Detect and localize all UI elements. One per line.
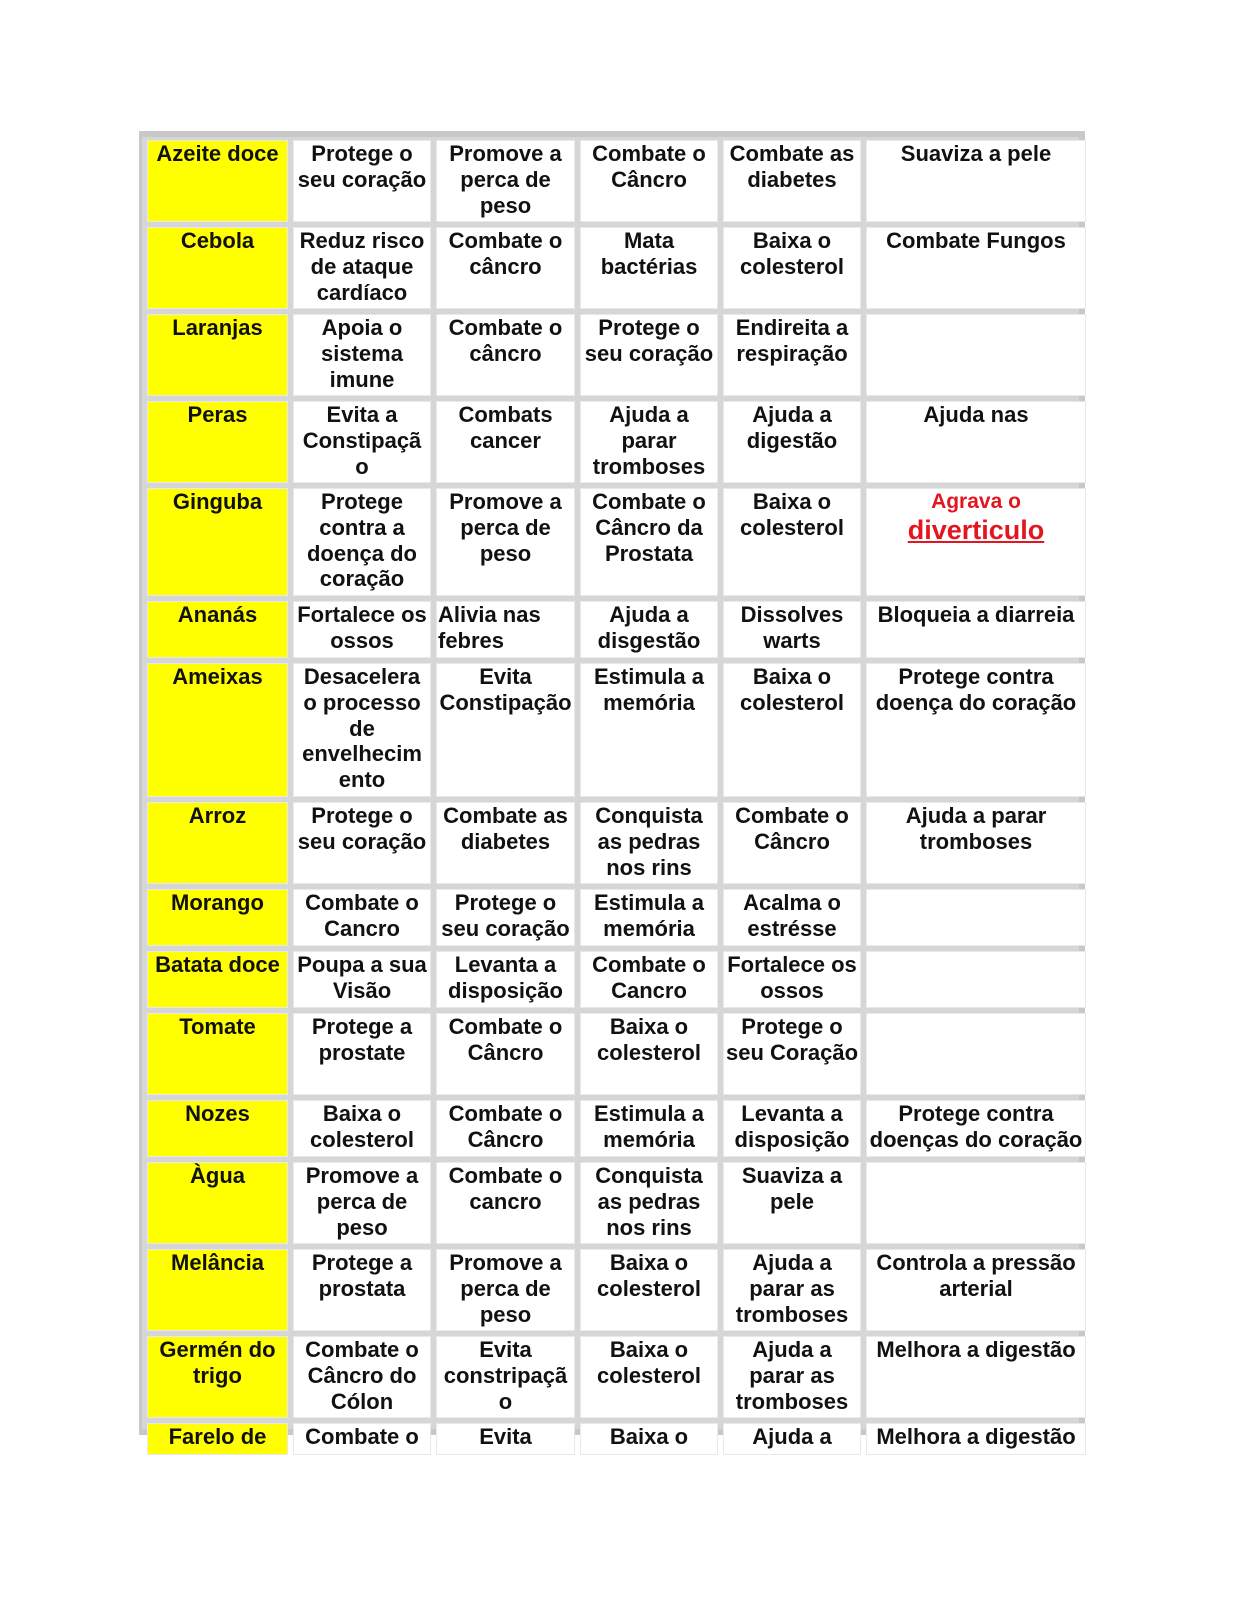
benefit-cell: Ajuda a disgestão <box>580 601 718 658</box>
benefit-cell <box>866 1162 1086 1244</box>
table-row <box>147 1013 1086 1095</box>
benefit-cell: Ajuda a parar as tromboses <box>723 1336 861 1418</box>
table-row <box>147 802 1086 884</box>
benefit-cell: Controla a pressão arterial <box>866 1249 1086 1331</box>
benefit-cell: Levanta a disposição <box>723 1100 861 1157</box>
benefit-cell: Evita constripaçã o <box>436 1336 575 1418</box>
benefit-cell: Combate o cancro <box>436 1162 575 1244</box>
benefit-cell: Evita Constipação <box>436 663 575 797</box>
benefit-cell: Evita a Constipaçã o <box>293 401 431 483</box>
table-row <box>147 951 1086 1008</box>
benefit-cell: Protege contra a doença do coração <box>293 488 431 596</box>
benefit-cell: Ajuda a parar as tromboses <box>723 1249 861 1331</box>
benefit-cell: Melhora a digestão <box>866 1423 1086 1455</box>
warning-link[interactable]: diverticulo <box>907 514 1045 545</box>
benefit-cell: Protege a prostata <box>293 1249 431 1331</box>
benefit-cell: Melhora a digestão <box>866 1336 1086 1418</box>
benefit-cell: Alivia nas febres <box>436 601 575 658</box>
benefit-cell: Levanta a disposição <box>436 951 575 1008</box>
benefit-cell: Combats cancer <box>436 401 575 483</box>
food-name-cell: Farelo de <box>147 1423 288 1455</box>
benefit-cell: Baixa o colesterol <box>580 1249 718 1331</box>
food-name-cell: Àgua <box>147 1162 288 1244</box>
food-name-cell: Arroz <box>147 802 288 884</box>
food-name-cell: Azeite doce <box>147 140 288 222</box>
benefit-cell: Ajuda a parar tromboses <box>580 401 718 483</box>
benefit-cell: Baixa o colesterol <box>723 488 861 596</box>
table-row <box>147 1249 1086 1331</box>
benefits-table-body <box>147 140 1086 1455</box>
table-row <box>147 889 1086 946</box>
benefit-cell: Apoia o sistema imune <box>293 314 431 396</box>
benefit-cell: Combate o Câncro <box>723 802 861 884</box>
benefit-cell: Baixa o colesterol <box>723 663 861 797</box>
benefit-cell: Bloqueia a diarreia <box>866 601 1086 658</box>
benefit-cell: Combate Fungos <box>866 227 1086 309</box>
benefit-cell: Combate o Cancro <box>293 889 431 946</box>
benefit-cell: Suaviza a pele <box>723 1162 861 1244</box>
food-name-cell: Morango <box>147 889 288 946</box>
table-row <box>147 1423 1086 1455</box>
benefit-cell: Baixa o colesterol <box>293 1100 431 1157</box>
benefit-cell: Suaviza a pele <box>866 140 1086 222</box>
benefit-cell: Mata bactérias <box>580 227 718 309</box>
food-name-cell: Peras <box>147 401 288 483</box>
benefit-cell: Combate o Câncro <box>436 1013 575 1095</box>
food-name-cell: Ananás <box>147 601 288 658</box>
benefits-table-frame <box>139 131 1085 1449</box>
benefit-cell: Baixa o colesterol <box>723 227 861 309</box>
table-row <box>147 1100 1086 1157</box>
benefit-cell: Ajuda a digestão <box>723 401 861 483</box>
benefit-cell: Combate o Câncro da Prostata <box>580 488 718 596</box>
food-name-cell: Melância <box>147 1249 288 1331</box>
food-name-cell: Laranjas <box>147 314 288 396</box>
benefit-cell: Baixa o colesterol <box>580 1013 718 1095</box>
benefit-cell: Promove a perca de peso <box>436 140 575 222</box>
table-row <box>147 140 1086 222</box>
food-name-cell: Cebola <box>147 227 288 309</box>
benefit-cell: Conquista as pedras nos rins <box>580 1162 718 1244</box>
benefit-cell: Combate o câncro <box>436 314 575 396</box>
benefit-cell: Protege o seu Coração <box>723 1013 861 1095</box>
benefit-cell: Endireita a respiração <box>723 314 861 396</box>
benefit-cell: Desacelera o processo de envelhecim ento <box>293 663 431 797</box>
food-name-cell: Nozes <box>147 1100 288 1157</box>
table-row <box>147 488 1086 596</box>
table-row <box>147 401 1086 483</box>
benefit-cell: Protege o seu coração <box>293 140 431 222</box>
food-name-cell: Ginguba <box>147 488 288 596</box>
table-row <box>147 314 1086 396</box>
warning-text: Agrava o <box>931 490 1021 513</box>
benefit-cell: Baixa o colesterol <box>580 1336 718 1418</box>
table-row <box>147 663 1086 797</box>
benefit-cell: Combate o câncro <box>436 227 575 309</box>
benefit-cell: Ajuda a parar tromboses <box>866 802 1086 884</box>
benefit-cell: Conquista as pedras nos rins <box>580 802 718 884</box>
benefit-cell <box>866 314 1086 396</box>
table-row <box>147 1162 1086 1244</box>
benefit-cell: Fortalece os ossos <box>293 601 431 658</box>
benefit-cell: Estimula a memória <box>580 663 718 797</box>
benefit-cell: Ajuda a <box>723 1423 861 1455</box>
benefit-cell: Reduz risco de ataque cardíaco <box>293 227 431 309</box>
table-row <box>147 227 1086 309</box>
benefit-cell: Baixa o <box>580 1423 718 1455</box>
benefit-cell: Protege o seu coração <box>293 802 431 884</box>
benefit-cell: Fortalece os ossos <box>723 951 861 1008</box>
benefit-cell: Protege contra doença do coração <box>866 663 1086 797</box>
benefit-cell: Combate o Câncro <box>580 140 718 222</box>
benefit-cell: Protege contra doenças do coração <box>866 1100 1086 1157</box>
benefit-cell: Poupa a sua Visão <box>293 951 431 1008</box>
benefit-cell: Combate o <box>293 1423 431 1455</box>
benefit-cell <box>866 1013 1086 1095</box>
benefits-table-inner <box>142 137 1083 1449</box>
benefit-cell: Combate o Câncro <box>436 1100 575 1157</box>
food-name-cell: Batata doce <box>147 951 288 1008</box>
benefit-cell: Combate o Cancro <box>580 951 718 1008</box>
benefit-cell: Combate as diabetes <box>723 140 861 222</box>
benefit-cell: Promove a perca de peso <box>436 1249 575 1331</box>
food-name-cell: Ameixas <box>147 663 288 797</box>
benefit-cell: Promove a perca de peso <box>436 488 575 596</box>
benefit-cell <box>866 889 1086 946</box>
benefit-cell: Combate o Câncro do Cólon <box>293 1336 431 1418</box>
benefit-cell: Combate as diabetes <box>436 802 575 884</box>
benefit-cell: Estimula a memória <box>580 889 718 946</box>
benefit-cell: Protege o seu coração <box>436 889 575 946</box>
benefit-cell: Dissolves warts <box>723 601 861 658</box>
food-name-cell: Tomate <box>147 1013 288 1095</box>
table-row <box>147 1336 1086 1418</box>
benefits-table <box>142 135 1091 1460</box>
benefit-cell: Ajuda nas <box>866 401 1086 483</box>
benefit-cell <box>866 951 1086 1008</box>
benefit-cell: Promove a perca de peso <box>293 1162 431 1244</box>
table-row <box>147 601 1086 658</box>
benefit-cell: Protege o seu coração <box>580 314 718 396</box>
warning-cell <box>866 488 1086 596</box>
benefit-cell: Estimula a memória <box>580 1100 718 1157</box>
benefit-cell: Acalma o estrésse <box>723 889 861 946</box>
food-name-cell: Germén do trigo <box>147 1336 288 1418</box>
benefit-cell: Protege a prostate <box>293 1013 431 1095</box>
benefit-cell: Evita <box>436 1423 575 1455</box>
